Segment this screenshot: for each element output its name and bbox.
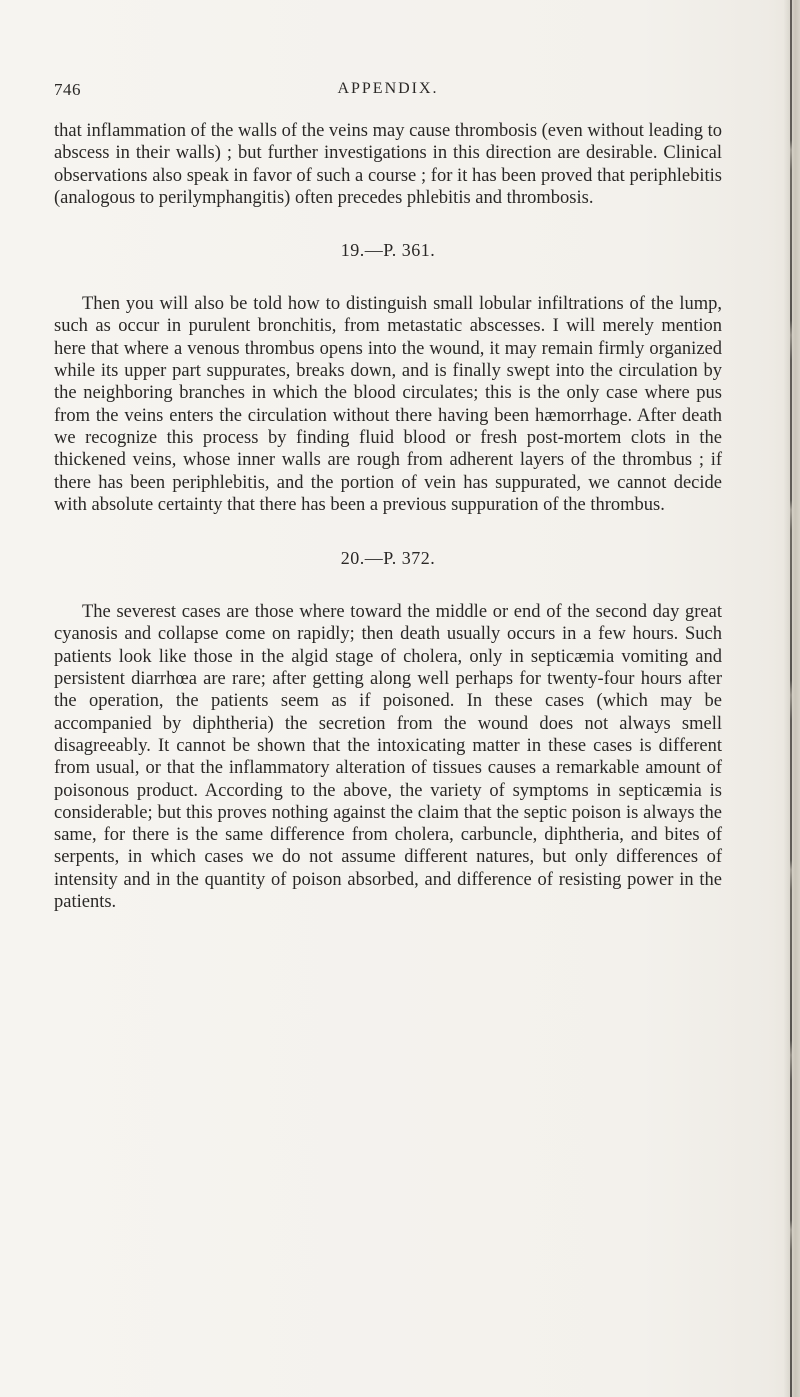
running-head: APPENDIX. — [337, 80, 439, 97]
binding-edge-line — [790, 0, 792, 1397]
binding-edge-shadow — [784, 0, 800, 1397]
page-header — [54, 80, 722, 106]
paragraph-continued: that inflammation of the walls of the veins may cause thrombosis (even without leading to abscess in their walls) ; but further investigations in this direction are desirable. Clinical observations also speak in favor of such a course ; for it has been proved that periphlebitis (analogous to perilymphangitis) often precedes phlebitis and thrombosis. — [54, 121, 722, 208]
note-paragraph-19: Then you will also be told how to distinguish small lobular infiltrations of the lump, such as occur in purulent bronchitis, from metastatic abscesses. I will merely mention here that where a venous thrombus opens into the wound, it may remain firmly organized while its upper part suppurates, breaks down, and is finally swept into the circulation by the neighboring branches in which the blood circulates; this is the only case where pus from the veins enters the circulation without there having been hæmorrhage. After death we recognize this process by finding fluid blood or fresh post-mortem clots in the thickened veins, whose inner walls are rough from adherent layers of the thrombus ; if there has been periphlebitis, and the portion of vein has suppurated, we cannot decide with absolute certainty that there has been a previous suppuration of the thrombus. — [54, 294, 722, 515]
page-body — [54, 120, 722, 913]
note-paragraph-20: The severest cases are those where toward the middle or end of the second day great cyanosis and collapse come on rapidly; then death usually occurs in a few hours. Such patients look like those in the algid stage of cholera, only in septicæmia vomiting and persistent diarrhœa are rare; after getting along well perhaps for twenty-four hours after the operation, the patients seem as if poisoned. In these cases (which may be accompanied by diphtheria) the secretion from the wound does not always smell disagreeably. It cannot be shown that the intoxicating matter in these cases is different from usual, or that the inflammatory alteration of tissues causes a remarkable amount of poisonous product. According to the above, the variety of symptoms in septicæmia is considerable; but this proves nothing against the claim that the septic poison is always the same, for there is the same difference from cholera, carbuncle, diphtheria, and bites of serpents, in which cases we do not assume different natures, but only differences of intensity and in the quantity of poison absorbed, and difference of resisting power in the patients. — [54, 602, 722, 913]
note-heading-19: 19.—P. 361. — [340, 240, 436, 261]
note-heading-20: 20.—P. 372. — [340, 548, 436, 569]
page-number: 746 — [54, 80, 81, 99]
